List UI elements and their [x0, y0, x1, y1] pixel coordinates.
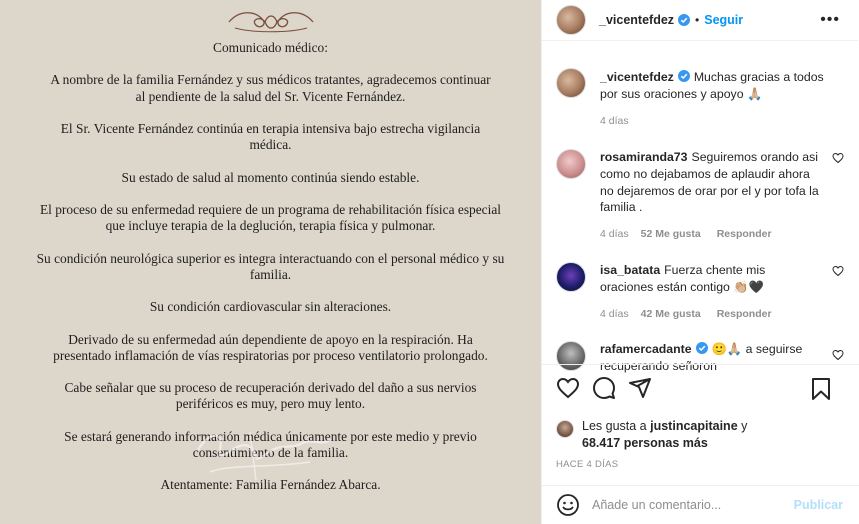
post-header: [542, 0, 858, 41]
statement-paragraph: Su condición neurológica superior es integra interactuando con el personal médico y su familia.: [36, 250, 505, 282]
likes-user-link[interactable]: justincapitaine: [650, 419, 738, 433]
likes-connector: y: [741, 419, 748, 433]
follow-button[interactable]: Seguir: [704, 13, 744, 27]
like-comment-heart-icon[interactable]: [832, 349, 844, 361]
comment-text: Seguiremos orando asi como no dejabamos de aplaudir ahora no dejaremos de orar por el y por tofa la familia .: [600, 150, 819, 215]
caption: [556, 57, 846, 129]
reply-button[interactable]: Responder: [716, 228, 772, 241]
comment-bubble-icon[interactable]: [592, 376, 616, 400]
statement-paragraph: Su condición cardiovascular sin alteraciones.: [149, 299, 392, 315]
avatar[interactable]: [556, 149, 586, 179]
ornament-icon: [225, 6, 317, 36]
verified-badge-icon: [696, 342, 708, 354]
comment-username[interactable]: rosamiranda73: [600, 150, 688, 164]
avatar[interactable]: [556, 262, 586, 292]
comment-likes[interactable]: 52 Me gusta: [640, 228, 701, 241]
comment-likes[interactable]: 42 Me gusta: [640, 307, 701, 320]
like-heart-icon[interactable]: [556, 376, 580, 400]
statement-paragraph: Atentamente: Familia Fernández Abarca.: [160, 477, 381, 493]
post-timestamp[interactable]: HACE 4 DÍAS: [556, 459, 619, 470]
comment-input[interactable]: [592, 498, 782, 512]
like-comment-heart-icon[interactable]: [832, 265, 844, 277]
header-username[interactable]: _vicentefdez: [599, 13, 675, 27]
likes-prefix: Les gusta a: [582, 419, 647, 433]
statement-paragraph: Se estará generando información médica únicamente por este medio y previo consentimiento de la familia.: [64, 428, 477, 460]
share-send-icon[interactable]: [628, 376, 652, 400]
statement-paragraph: Comunicado médico:: [213, 40, 328, 55]
add-comment-bar: [542, 485, 859, 524]
likes-count-link[interactable]: 68.417 personas más: [582, 436, 708, 450]
bookmark-save-icon[interactable]: [809, 377, 833, 401]
post-side-panel: [541, 0, 858, 524]
verified-badge-icon: [678, 70, 690, 82]
caption-username[interactable]: _vicentefdez: [600, 70, 674, 84]
avatar[interactable]: [556, 68, 586, 98]
post-actions: [542, 364, 859, 410]
comment-time[interactable]: 4 días: [600, 307, 629, 320]
signature-watermark-icon: [190, 420, 340, 490]
comment-item: [556, 137, 846, 243]
comment-time[interactable]: 4 días: [600, 228, 629, 241]
avatar[interactable]: [556, 420, 574, 438]
comment-text: Fuerza chente mis oraciones están contigo 👏🏼🖤: [600, 263, 766, 294]
publish-button[interactable]: Publicar: [793, 498, 843, 512]
likes-summary: [556, 418, 846, 452]
statement-paragraph: A nombre de la familia Fernández y sus médicos tratantes, agradecemos continuar al pendiente de la salud del Sr. Vicente Fernández.: [50, 72, 491, 104]
comment-username[interactable]: rafamercadante: [600, 342, 692, 356]
ellipsis-icon[interactable]: •••: [820, 11, 840, 28]
statement-paragraph: El Sr. Vicente Fernández continúa en terapia intensiva bajo estrecha vigilancia médica.: [60, 120, 481, 153]
comment-username[interactable]: isa_batata: [600, 263, 661, 277]
statement-paragraph: Derivado de su enfermedad aún dependiente de apoyo en la respiración. Ha presentado inflamación de vías respiratorias por proceso ventilatorio prolongado.: [53, 331, 488, 363]
comment-text: 🙂🙏🏼 a seguirse recuperando señoron: [600, 342, 803, 373]
reply-button[interactable]: Responder: [716, 307, 772, 320]
statement-paragraph: Cabe señalar que su proceso de recuperación derivado del daño a sus nervios periféricos es muy, pero muy lento.: [64, 380, 477, 412]
avatar[interactable]: [556, 5, 586, 35]
emoji-smiley-icon[interactable]: [556, 493, 580, 517]
caption-text: Muchas gracias a todos por sus oraciones y apoyo 🙏🏼: [600, 70, 824, 101]
like-comment-heart-icon[interactable]: [832, 152, 844, 164]
comment-item: [556, 250, 846, 322]
separator-dot: •: [695, 13, 700, 27]
statement-paragraph: El proceso de su enfermedad requiere de un programa de rehabilitación física especial que incluye terapia de la deglución, terapia física y pulmonar.: [39, 201, 502, 234]
verified-badge-icon: [678, 14, 690, 26]
caption-time[interactable]: 4 días: [600, 114, 629, 127]
comments-list[interactable]: [542, 57, 859, 373]
statement-paragraph: Su estado de salud al momento continúa siendo estable.: [121, 169, 420, 185]
